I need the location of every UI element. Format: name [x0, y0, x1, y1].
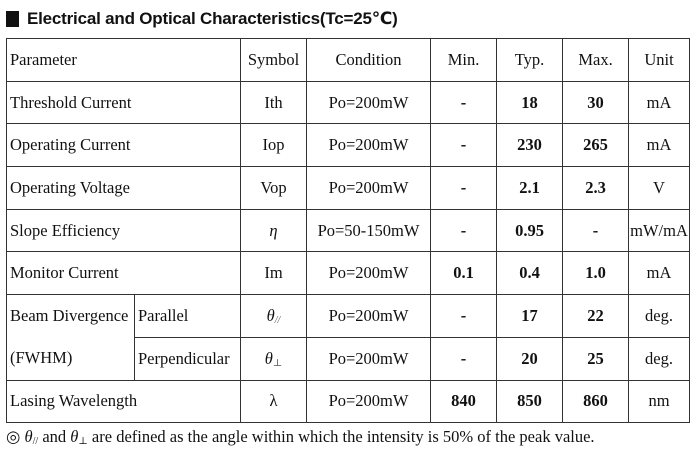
section-heading	[6, 6, 398, 32]
typ-cell: 230	[497, 124, 563, 167]
parameter-cell: Monitor Current	[7, 252, 241, 295]
header-typ: Typ.	[497, 39, 563, 82]
max-cell: 1.0	[563, 252, 629, 295]
table-row	[7, 295, 690, 338]
unit-cell: mA	[629, 81, 690, 124]
table-row	[7, 124, 690, 167]
min-cell: -	[431, 81, 497, 124]
heading-text: Electrical and Optical Characteristics(Tc=25℃)	[27, 9, 398, 28]
header-max: Max.	[563, 39, 629, 82]
header-condition: Condition	[307, 39, 431, 82]
condition-cell: Po=200mW	[307, 81, 431, 124]
typ-cell: 0.95	[497, 209, 563, 252]
typ-cell: 20	[497, 337, 563, 380]
unit-cell: deg.	[629, 337, 690, 380]
condition-cell: Po=200mW	[307, 337, 431, 380]
fwhm-label: (FWHM)	[7, 337, 135, 380]
max-cell: 22	[563, 295, 629, 338]
min-cell: -	[431, 209, 497, 252]
parallel-subscript: //	[32, 436, 39, 447]
min-cell: -	[431, 124, 497, 167]
min-cell: -	[431, 295, 497, 338]
condition-cell: Po=200mW	[307, 295, 431, 338]
parameter-cell: Threshold Current	[7, 81, 241, 124]
condition-cell: Po=200mW	[307, 167, 431, 210]
theta-symbol: θ	[24, 427, 33, 446]
characteristics-table	[6, 38, 690, 423]
unit-cell: mA	[629, 252, 690, 295]
perpendicular-label: Perpendicular	[135, 337, 241, 380]
footnote-text: are defined as the angle within which the intensity is 50% of the peak value.	[91, 427, 595, 446]
symbol-cell: Vop	[241, 167, 307, 210]
beam-divergence-label: Beam Divergence	[7, 295, 135, 338]
max-cell: 25	[563, 337, 629, 380]
typ-cell: 18	[497, 81, 563, 124]
unit-cell: deg.	[629, 295, 690, 338]
typ-cell: 17	[497, 295, 563, 338]
table-row	[7, 81, 690, 124]
typ-cell: 2.1	[497, 167, 563, 210]
symbol-cell: Iop	[241, 124, 307, 167]
max-cell: 265	[563, 124, 629, 167]
header-row	[7, 39, 690, 82]
header-min: Min.	[431, 39, 497, 82]
parameter-cell: Operating Current	[7, 124, 241, 167]
footnote-and: and	[42, 427, 67, 446]
symbol-cell: Im	[241, 252, 307, 295]
eta-symbol-cell: η	[241, 209, 307, 252]
parallel-label: Parallel	[135, 295, 241, 338]
typ-cell: 0.4	[497, 252, 563, 295]
max-cell: 860	[563, 380, 629, 423]
table-row	[7, 209, 690, 252]
bullseye-icon: ◎	[6, 427, 21, 446]
max-cell: 30	[563, 81, 629, 124]
max-cell: -	[563, 209, 629, 252]
parameter-cell: Lasing Wavelength	[7, 380, 241, 423]
condition-cell: Po=200mW	[307, 380, 431, 423]
header-parameter: Parameter	[7, 39, 241, 82]
footnote	[6, 427, 595, 447]
header-symbol: Symbol	[241, 39, 307, 82]
unit-cell: mW/mA	[629, 209, 690, 252]
black-square-icon	[6, 11, 19, 27]
parameter-cell: Operating Voltage	[7, 167, 241, 210]
condition-cell: Po=200mW	[307, 252, 431, 295]
min-cell: 0.1	[431, 252, 497, 295]
lambda-symbol-cell: λ	[241, 380, 307, 423]
unit-cell: mA	[629, 124, 690, 167]
table-row	[7, 380, 690, 423]
table-row	[7, 167, 690, 210]
parameter-cell: Slope Efficiency	[7, 209, 241, 252]
condition-cell: Po=50-150mW	[307, 209, 431, 252]
condition-cell: Po=200mW	[307, 124, 431, 167]
unit-cell: V	[629, 167, 690, 210]
theta-symbol: θ	[70, 427, 79, 446]
max-cell: 2.3	[563, 167, 629, 210]
min-cell: -	[431, 167, 497, 210]
theta-perpendicular-symbol: θ⊥	[241, 337, 307, 380]
typ-cell: 850	[497, 380, 563, 423]
table-row	[7, 252, 690, 295]
unit-cell: nm	[629, 380, 690, 423]
symbol-cell: Ith	[241, 81, 307, 124]
table-row	[7, 337, 690, 380]
perpendicular-subscript: ⊥	[78, 436, 88, 447]
min-cell: -	[431, 337, 497, 380]
header-unit: Unit	[629, 39, 690, 82]
min-cell: 840	[431, 380, 497, 423]
theta-parallel-symbol: θ//	[241, 295, 307, 338]
